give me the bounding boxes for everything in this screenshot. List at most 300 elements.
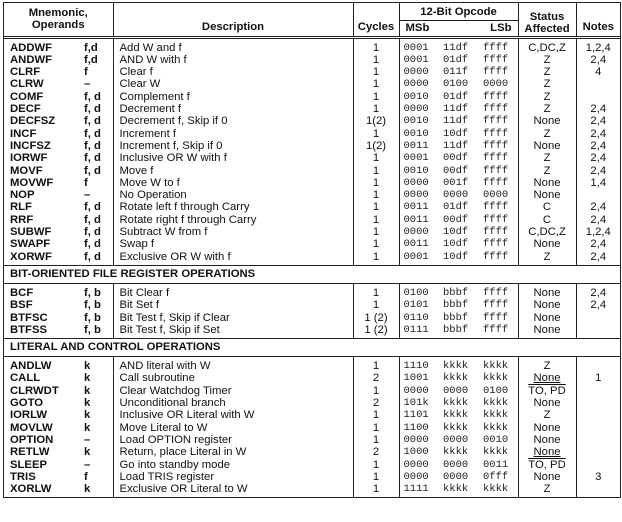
header-description: Description bbox=[113, 3, 353, 37]
instruction-row bbox=[4, 128, 620, 140]
description: Swap f bbox=[113, 238, 353, 250]
instruction-row bbox=[4, 115, 620, 127]
opcode-lsb: 0011 bbox=[483, 458, 509, 471]
status-affected: Z bbox=[518, 165, 576, 177]
status-affected: Z bbox=[518, 128, 576, 140]
cycles: 1 bbox=[353, 357, 399, 373]
status-affected: Z bbox=[518, 409, 576, 421]
opcode-msb: 0101 bbox=[399, 299, 439, 311]
cycles: 1 (2) bbox=[353, 324, 399, 339]
mnemonic: ADDWF bbox=[10, 41, 53, 54]
opcode-msb: 1101 bbox=[399, 409, 439, 421]
cycles: 1 bbox=[353, 409, 399, 421]
notes: 1,2,4 bbox=[576, 37, 620, 54]
description: Bit Test f, Skip if Clear bbox=[113, 312, 353, 324]
opcode-mid: 0000 bbox=[443, 189, 469, 202]
instruction-row bbox=[4, 283, 620, 299]
section-header bbox=[4, 339, 620, 357]
mnemonic: INCFSZ bbox=[10, 139, 51, 152]
notes: 2,4 bbox=[576, 214, 620, 226]
description: Clear Watchdog Timer bbox=[113, 385, 353, 397]
operands: f, d bbox=[84, 250, 101, 263]
opcode-lsb: ffff bbox=[483, 66, 509, 79]
cycles: 1 bbox=[353, 66, 399, 78]
instruction-row bbox=[4, 434, 620, 446]
opcode-lsb: ffff bbox=[483, 201, 509, 214]
opcode-lsb: ffff bbox=[483, 127, 509, 140]
operands: k bbox=[84, 360, 91, 373]
notes bbox=[576, 78, 620, 90]
instruction-row bbox=[4, 251, 620, 266]
notes bbox=[576, 397, 620, 409]
opcode-msb: 101k bbox=[399, 397, 439, 409]
status-text: None bbox=[533, 446, 561, 459]
instruction-row bbox=[4, 201, 620, 213]
opcode-mid: kkkk bbox=[443, 360, 469, 373]
opcode-msb: 0110 bbox=[399, 312, 439, 324]
instruction-row bbox=[4, 459, 620, 471]
instruction-row bbox=[4, 357, 620, 373]
mnemonic: DECFSZ bbox=[10, 115, 56, 128]
notes bbox=[576, 422, 620, 434]
status-affected: None bbox=[518, 434, 576, 446]
opcode-lsb: kkkk bbox=[483, 372, 509, 385]
operands: f, b bbox=[84, 311, 101, 324]
opcode-lsb: ffff bbox=[483, 139, 509, 152]
instruction-row bbox=[4, 78, 620, 90]
opcode-msb: 0000 bbox=[399, 459, 439, 471]
cycles: 1(2) bbox=[353, 115, 399, 127]
opcode-mid: 11df bbox=[443, 103, 469, 116]
cycles: 1 bbox=[353, 54, 399, 66]
notes: 4 bbox=[576, 66, 620, 78]
instruction-row bbox=[4, 471, 620, 483]
status-text: None bbox=[533, 372, 561, 385]
operands: f,d bbox=[84, 41, 98, 54]
cycles: 1 bbox=[353, 214, 399, 226]
status-affected: None bbox=[518, 397, 576, 409]
opcode-msb: 0000 bbox=[399, 78, 439, 90]
opcode-mid: bbbf bbox=[443, 323, 469, 336]
instruction-row bbox=[4, 324, 620, 339]
instruction-row bbox=[4, 397, 620, 409]
opcode-lsb: ffff bbox=[483, 323, 509, 336]
description: Decrement f bbox=[113, 103, 353, 115]
cycles: 1 bbox=[353, 226, 399, 238]
opcode-mid: 011f bbox=[443, 66, 469, 79]
operands: – bbox=[84, 189, 91, 202]
instruction-row bbox=[4, 103, 620, 115]
notes bbox=[576, 483, 620, 497]
description: AND literal with W bbox=[113, 357, 353, 373]
instruction-row bbox=[4, 189, 620, 201]
notes: 2,4 bbox=[576, 103, 620, 115]
header-lsb: LSb bbox=[477, 20, 518, 37]
section-title: LITERAL AND CONTROL OPERATIONS bbox=[4, 339, 620, 357]
status-text: TO, PD bbox=[528, 384, 566, 397]
instruction-row bbox=[4, 66, 620, 78]
opcode-msb: 1000 bbox=[399, 446, 439, 458]
status-affected: None bbox=[518, 299, 576, 311]
header-mnemonic-label: Mnemonic, bbox=[28, 7, 88, 19]
opcode-lsb: 0000 bbox=[483, 78, 509, 91]
opcode-lsb: ffff bbox=[483, 90, 509, 103]
description: Exclusive OR Literal to W bbox=[113, 483, 353, 497]
description: Rotate right f through Carry bbox=[113, 214, 353, 226]
mnemonic: BTFSC bbox=[10, 311, 48, 324]
notes: 2,4 bbox=[576, 238, 620, 250]
description: Load OPTION register bbox=[113, 434, 353, 446]
header-status-label: Status bbox=[529, 11, 565, 23]
cycles: 1 bbox=[353, 103, 399, 115]
description: Move f bbox=[113, 165, 353, 177]
opcode-mid: bbbf bbox=[443, 286, 469, 299]
section-header bbox=[4, 265, 620, 283]
opcode-msb: 0011 bbox=[399, 140, 439, 152]
opcode-lsb: ffff bbox=[483, 213, 509, 226]
status-affected: Z bbox=[518, 103, 576, 115]
opcode-lsb: ffff bbox=[483, 299, 509, 312]
notes: 2,4 bbox=[576, 165, 620, 177]
cycles: 2 bbox=[353, 446, 399, 458]
opcode-mid: 001f bbox=[443, 176, 469, 189]
operands: f, d bbox=[84, 164, 101, 177]
opcode-lsb: kkkk bbox=[483, 446, 509, 459]
mnemonic: BSF bbox=[10, 299, 33, 312]
opcode-msb: 0001 bbox=[399, 37, 439, 54]
notes: 1,4 bbox=[576, 177, 620, 189]
description: AND W with f bbox=[113, 54, 353, 66]
mnemonic: INCF bbox=[10, 127, 37, 140]
opcode-mid: 10df bbox=[443, 226, 469, 239]
opcode-lsb: ffff bbox=[483, 115, 509, 128]
opcode-mid: 11df bbox=[443, 139, 469, 152]
description: Add W and f bbox=[113, 37, 353, 54]
status-affected: C,DC,Z bbox=[518, 37, 576, 54]
opcode-lsb: ffff bbox=[483, 226, 509, 239]
mnemonic: TRIS bbox=[10, 470, 36, 483]
instruction-row bbox=[4, 446, 620, 458]
description: Clear f bbox=[113, 66, 353, 78]
description: Go into standby mode bbox=[113, 459, 353, 471]
instruction-row bbox=[4, 299, 620, 311]
instruction-row bbox=[4, 177, 620, 189]
opcode-mid: 01df bbox=[443, 90, 469, 103]
opcode-lsb: 0000 bbox=[483, 189, 509, 202]
opcode-msb: 0000 bbox=[399, 189, 439, 201]
notes: 2,4 bbox=[576, 299, 620, 311]
operands: f, d bbox=[84, 201, 101, 214]
opcode-msb: 1001 bbox=[399, 372, 439, 384]
description: Bit Set f bbox=[113, 299, 353, 311]
opcode-msb: 0111 bbox=[399, 324, 439, 339]
description: Unconditional branch bbox=[113, 397, 353, 409]
opcode-mid: 00df bbox=[443, 213, 469, 226]
opcode-lsb: ffff bbox=[483, 286, 509, 299]
notes: 1 bbox=[576, 372, 620, 384]
cycles: 1 bbox=[353, 78, 399, 90]
cycles: 1 bbox=[353, 177, 399, 189]
operands: f, d bbox=[84, 226, 101, 239]
mnemonic: ANDLW bbox=[10, 360, 52, 373]
header-notes: Notes bbox=[576, 3, 620, 37]
mnemonic: ANDWF bbox=[10, 53, 53, 66]
opcode-mid: 0000 bbox=[443, 458, 469, 471]
description: Exclusive OR W with f bbox=[113, 251, 353, 266]
operands: f, d bbox=[84, 90, 101, 103]
status-affected bbox=[518, 446, 576, 458]
opcode-lsb: 0010 bbox=[483, 433, 509, 446]
opcode-lsb: ffff bbox=[483, 164, 509, 177]
opcode-msb: 0011 bbox=[399, 201, 439, 213]
header-msb: MSb bbox=[399, 20, 477, 37]
opcode-mid: bbbf bbox=[443, 299, 469, 312]
mnemonic: SLEEP bbox=[10, 458, 48, 471]
description: Increment f, Skip if 0 bbox=[113, 140, 353, 152]
opcode-msb: 0010 bbox=[399, 165, 439, 177]
cycles: 1 bbox=[353, 434, 399, 446]
cycles: 1 bbox=[353, 91, 399, 103]
operands: k bbox=[84, 421, 91, 434]
description: Return, place Literal in W bbox=[113, 446, 353, 458]
opcode-mid: 0000 bbox=[443, 470, 469, 483]
notes bbox=[576, 434, 620, 446]
opcode-mid: kkkk bbox=[443, 409, 469, 422]
opcode-msb: 0010 bbox=[399, 91, 439, 103]
mnemonic: SWAPF bbox=[10, 238, 51, 251]
mnemonic: IORWF bbox=[10, 152, 48, 165]
status-affected bbox=[518, 459, 576, 471]
instruction-row bbox=[4, 409, 620, 421]
status-affected: Z bbox=[518, 54, 576, 66]
mnemonic: COMF bbox=[10, 90, 44, 103]
cycles: 1 bbox=[353, 385, 399, 397]
opcode-msb: 0000 bbox=[399, 103, 439, 115]
description: Move Literal to W bbox=[113, 422, 353, 434]
opcode-msb: 0001 bbox=[399, 152, 439, 164]
operands: f, d bbox=[84, 115, 101, 128]
operands: f bbox=[84, 66, 88, 79]
mnemonic: CLRWDT bbox=[10, 384, 59, 397]
cycles: 2 bbox=[353, 397, 399, 409]
notes: 2,4 bbox=[576, 201, 620, 213]
status-affected: Z bbox=[518, 483, 576, 497]
status-affected: None bbox=[518, 238, 576, 250]
cycles: 1 bbox=[353, 201, 399, 213]
status-affected: Z bbox=[518, 66, 576, 78]
opcode-lsb: ffff bbox=[483, 311, 509, 324]
description: No Operation bbox=[113, 189, 353, 201]
description: Move W to f bbox=[113, 177, 353, 189]
status-affected: C bbox=[518, 201, 576, 213]
notes bbox=[576, 446, 620, 458]
status-affected: None bbox=[518, 140, 576, 152]
operands: k bbox=[84, 372, 91, 385]
notes: 2,4 bbox=[576, 115, 620, 127]
opcode-mid: 00df bbox=[443, 152, 469, 165]
opcode-msb: 0010 bbox=[399, 128, 439, 140]
instruction-row bbox=[4, 372, 620, 384]
opcode-mid: 11df bbox=[443, 115, 469, 128]
cycles: 1 bbox=[353, 251, 399, 266]
instruction-row bbox=[4, 385, 620, 397]
instruction-row bbox=[4, 140, 620, 152]
cycles: 2 bbox=[353, 372, 399, 384]
opcode-mid: kkkk bbox=[443, 446, 469, 459]
operands: k bbox=[84, 384, 91, 397]
opcode-mid: 11df bbox=[443, 41, 469, 54]
opcode-lsb: kkkk bbox=[483, 421, 509, 434]
status-affected bbox=[518, 372, 576, 384]
opcode-lsb: kkkk bbox=[483, 483, 509, 496]
instruction-row bbox=[4, 422, 620, 434]
operands: f, d bbox=[84, 238, 101, 251]
opcode-msb: 0000 bbox=[399, 434, 439, 446]
instruction-row bbox=[4, 238, 620, 250]
mnemonic: DECF bbox=[10, 103, 41, 116]
operands: f, b bbox=[84, 286, 101, 299]
opcode-lsb: kkkk bbox=[483, 409, 509, 422]
cycles: 1 bbox=[353, 189, 399, 201]
header-operands-label: Operands bbox=[31, 19, 85, 32]
mnemonic: CLRW bbox=[10, 78, 44, 91]
opcode-lsb: 0100 bbox=[483, 384, 509, 397]
notes bbox=[576, 357, 620, 373]
description: Bit Clear f bbox=[113, 283, 353, 299]
opcode-msb: 0000 bbox=[399, 226, 439, 238]
operands: f, b bbox=[84, 323, 101, 336]
notes: 2,4 bbox=[576, 152, 620, 164]
opcode-lsb: kkkk bbox=[483, 360, 509, 373]
description: Rotate left f through Carry bbox=[113, 201, 353, 213]
description: Increment f bbox=[113, 128, 353, 140]
opcode-lsb: ffff bbox=[483, 250, 509, 263]
notes bbox=[576, 385, 620, 397]
notes: 1,2,4 bbox=[576, 226, 620, 238]
instruction-row bbox=[4, 152, 620, 164]
cycles: 1 bbox=[353, 283, 399, 299]
mnemonic: MOVF bbox=[10, 164, 43, 177]
mnemonic: OPTION bbox=[10, 433, 54, 446]
operands: k bbox=[84, 483, 91, 496]
instruction-row bbox=[4, 54, 620, 66]
operands: f, b bbox=[84, 299, 101, 312]
operands: k bbox=[84, 397, 91, 410]
mnemonic: NOP bbox=[10, 189, 35, 202]
opcode-mid: kkkk bbox=[443, 421, 469, 434]
status-affected: C bbox=[518, 214, 576, 226]
opcode-msb: 0000 bbox=[399, 66, 439, 78]
operands: – bbox=[84, 458, 91, 471]
mnemonic: CALL bbox=[10, 372, 41, 385]
mnemonic: XORWF bbox=[10, 250, 52, 263]
opcode-mid: kkkk bbox=[443, 397, 469, 410]
opcode-mid: 0000 bbox=[443, 384, 469, 397]
opcode-mid: bbbf bbox=[443, 311, 469, 324]
description: Inclusive OR W with f bbox=[113, 152, 353, 164]
mnemonic: IORLW bbox=[10, 409, 48, 422]
notes: 2,4 bbox=[576, 251, 620, 266]
description: Bit Test f, Skip if Set bbox=[113, 324, 353, 339]
opcode-lsb: ffff bbox=[483, 41, 509, 54]
notes bbox=[576, 324, 620, 339]
notes bbox=[576, 459, 620, 471]
description: Subtract W from f bbox=[113, 226, 353, 238]
header-opcode: 12-Bit Opcode bbox=[399, 3, 518, 20]
cycles: 1(2) bbox=[353, 140, 399, 152]
notes: 2,4 bbox=[576, 140, 620, 152]
status-affected: C,DC,Z bbox=[518, 226, 576, 238]
operands: f bbox=[84, 176, 88, 189]
opcode-lsb: 0fff bbox=[483, 470, 509, 483]
opcode-lsb: kkkk bbox=[483, 397, 509, 410]
notes bbox=[576, 312, 620, 324]
opcode-msb: 0000 bbox=[399, 385, 439, 397]
notes bbox=[576, 189, 620, 201]
notes: 2,4 bbox=[576, 128, 620, 140]
description: Inclusive OR Literal with W bbox=[113, 409, 353, 421]
mnemonic: SUBWF bbox=[10, 226, 52, 239]
mnemonic: RLF bbox=[10, 201, 32, 214]
opcode-lsb: ffff bbox=[483, 176, 509, 189]
operands: f, d bbox=[84, 152, 101, 165]
instruction-row bbox=[4, 37, 620, 54]
operands: f, d bbox=[84, 213, 101, 226]
mnemonic: CLRF bbox=[10, 66, 41, 79]
mnemonic: BCF bbox=[10, 286, 34, 299]
opcode-msb: 0001 bbox=[399, 251, 439, 266]
opcode-msb: 1111 bbox=[399, 483, 439, 497]
opcode-mid: 10df bbox=[443, 127, 469, 140]
header-status-affected bbox=[518, 3, 576, 37]
instruction-row bbox=[4, 214, 620, 226]
operands: f,d bbox=[84, 53, 98, 66]
status-affected: None bbox=[518, 471, 576, 483]
status-affected: None bbox=[518, 312, 576, 324]
cycles: 1 bbox=[353, 152, 399, 164]
mnemonic: RRF bbox=[10, 213, 34, 226]
mnemonic: BTFSS bbox=[10, 323, 48, 336]
status-affected: Z bbox=[518, 78, 576, 90]
opcode-lsb: ffff bbox=[483, 152, 509, 165]
operands: f, d bbox=[84, 103, 101, 116]
opcode-mid: 10df bbox=[443, 250, 469, 263]
status-affected bbox=[518, 385, 576, 397]
opcode-lsb: ffff bbox=[483, 53, 509, 66]
notes: 2,4 bbox=[576, 283, 620, 299]
opcode-msb: 1110 bbox=[399, 357, 439, 373]
instruction-row bbox=[4, 312, 620, 324]
status-affected: Z bbox=[518, 251, 576, 266]
cycles: 1 bbox=[353, 299, 399, 311]
description: Call subroutine bbox=[113, 372, 353, 384]
status-text: TO, PD bbox=[528, 458, 566, 471]
opcode-msb: 1100 bbox=[399, 422, 439, 434]
status-affected: None bbox=[518, 422, 576, 434]
operands: – bbox=[84, 78, 91, 91]
status-affected: Z bbox=[518, 91, 576, 103]
status-affected: None bbox=[518, 324, 576, 339]
description: Complement f bbox=[113, 91, 353, 103]
operands: f, d bbox=[84, 139, 101, 152]
opcode-msb: 0001 bbox=[399, 54, 439, 66]
opcode-lsb: ffff bbox=[483, 238, 509, 251]
notes: 2,4 bbox=[576, 54, 620, 66]
operands: – bbox=[84, 433, 91, 446]
cycles: 1 bbox=[353, 422, 399, 434]
header-affected-label: Affected bbox=[524, 23, 570, 36]
section-title: BIT-ORIENTED FILE REGISTER OPERATIONS bbox=[4, 265, 620, 283]
